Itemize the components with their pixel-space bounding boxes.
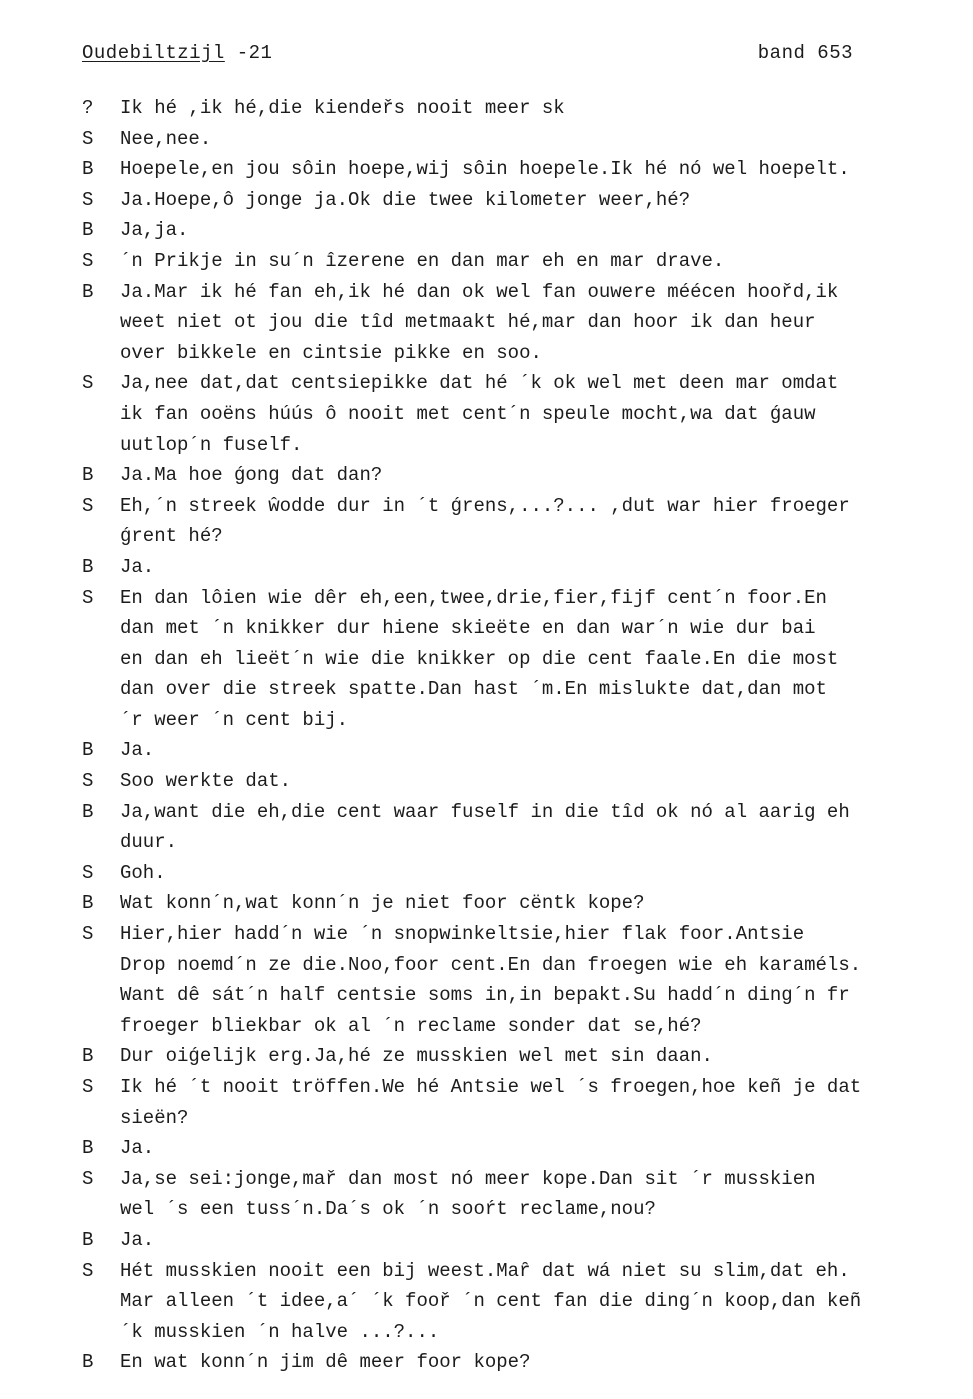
transcript-line bbox=[82, 124, 942, 155]
utterance-text: Ja.Hoepe,ô jonge ja.Ok die twee kilometer weer,hé? bbox=[120, 188, 691, 211]
utterance-text: Want dê sát´n half centsie soms in,in bepakt.Su hadd´n ding´n fr bbox=[120, 984, 850, 1007]
speaker-label: S bbox=[82, 188, 94, 211]
speaker-label: B bbox=[82, 464, 94, 487]
transcript-line bbox=[82, 307, 942, 338]
transcript-line bbox=[82, 827, 942, 858]
utterance-text: Ja,se sei:jonge,mař dan most nó meer kope.Dan sit ´r musskien bbox=[120, 1167, 816, 1190]
utterance-text: Goh. bbox=[120, 861, 166, 884]
utterance-text: Ik hé ,ik hé,die kiendeřs nooit meer sk bbox=[120, 97, 565, 119]
utterance-text: Soo werkte dat. bbox=[120, 770, 292, 793]
transcript-line bbox=[82, 185, 942, 216]
transcript-line bbox=[82, 1011, 942, 1042]
transcript-line bbox=[82, 1347, 942, 1378]
utterance-text: duur. bbox=[120, 831, 178, 854]
transcript-line bbox=[82, 1041, 942, 1072]
utterance-text: ´r weer ´n cent bij. bbox=[120, 708, 349, 731]
transcript-line bbox=[82, 1317, 942, 1348]
utterance-text: dan met ´n knikker dur hiene skieëte en dan war´n wie dur bai bbox=[120, 617, 816, 640]
utterance-text: Ja,want die eh,die cent waar fuself in die tîd ok nó al aarig eh bbox=[120, 800, 850, 823]
transcript-line bbox=[82, 705, 942, 736]
utterance-text: weet niet ot jou die tîd metmaakt hé,mar dan hoor ik dan heur bbox=[120, 311, 816, 334]
transcript-line bbox=[82, 1225, 942, 1256]
speaker-label: S bbox=[82, 770, 94, 793]
speaker-label: B bbox=[82, 892, 94, 915]
utterance-text: Hier,hier hadd´n wie ´n snopwinkeltsie,hier flak foor.Antsie bbox=[120, 923, 805, 946]
utterance-text: Ja,ja. bbox=[120, 219, 189, 242]
transcript-line bbox=[82, 858, 942, 889]
transcript-line bbox=[82, 491, 942, 522]
transcript-line bbox=[82, 674, 942, 705]
speaker-label: S bbox=[82, 1076, 94, 1098]
utterance-text: Ik hé ´t nooit tröffen.We hé Antsie wel ´s froegen,hoe keñ je dat bbox=[120, 1076, 862, 1098]
transcript-line bbox=[82, 521, 942, 552]
transcript-line bbox=[82, 1072, 942, 1103]
utterance-text: dan over die streek spatte.Dan hast ´m.En mislukte dat,dan mot bbox=[120, 678, 827, 701]
transcript-line bbox=[82, 1286, 942, 1317]
utterance-text: Hét musskien nooit een bij weest.Maȓ dat wá niet su slim,dat eh. bbox=[120, 1259, 850, 1282]
transcript-line bbox=[82, 277, 942, 308]
utterance-text: Ja.Mar ik hé fan eh,ik hé dan ok wel fan ouwere mééсen hoořd,ik bbox=[120, 280, 839, 303]
transcript-line bbox=[82, 1164, 942, 1195]
speaker-label: B bbox=[82, 800, 94, 823]
speaker-label: S bbox=[82, 372, 94, 395]
transcript-line bbox=[82, 1194, 942, 1225]
speaker-label: S bbox=[82, 1259, 94, 1282]
speaker-label: S bbox=[82, 923, 94, 946]
utterance-text: ´k musskien ´n halve ...?... bbox=[120, 1320, 440, 1343]
transcript-line bbox=[82, 950, 942, 981]
transcript-line bbox=[82, 460, 942, 491]
utterance-text: Ja.Ma hoe ǵong dat dan? bbox=[120, 464, 383, 487]
utterance-text: Dur oiǵelijk erg.Ja,hé ze musskien wel met sin daan. bbox=[120, 1045, 713, 1068]
header-place-name: Oudebiltzijl bbox=[82, 42, 225, 64]
speaker-label: B bbox=[82, 1228, 94, 1251]
transcript-line bbox=[82, 1133, 942, 1164]
utterance-text: ´n Prikje in su´n îzerene en dan mar eh en mar drave. bbox=[120, 249, 725, 272]
speaker-label: B bbox=[82, 1045, 94, 1068]
utterance-text: ǵrent hé? bbox=[120, 525, 223, 548]
header-page-number: -21 bbox=[224, 42, 273, 64]
transcript-line bbox=[82, 552, 942, 583]
transcript-line bbox=[82, 93, 942, 124]
utterance-text: Mar alleen ´t idee,a´ ´k fooř ´n cent fan die ding´n koop,dan keñ bbox=[120, 1290, 862, 1313]
utterance-text: Drop noemd´n ze die.Noo,foor cent.En dan froegen wie eh karaméls. bbox=[120, 953, 862, 976]
transcript-line bbox=[82, 154, 942, 185]
speaker-label: B bbox=[82, 739, 94, 762]
transcript-line bbox=[82, 399, 942, 430]
transcript-line bbox=[82, 980, 942, 1011]
speaker-label: B bbox=[82, 1137, 94, 1160]
transcript-line bbox=[82, 919, 942, 950]
speaker-label: S bbox=[82, 586, 94, 609]
utterance-text: Ja. bbox=[120, 1137, 155, 1160]
utterance-text: Ja. bbox=[120, 739, 155, 762]
transcript-line bbox=[82, 338, 942, 369]
utterance-text: ik fan ooëns húús ô nooit met cent´n speule mocht,wa dat ǵauw bbox=[120, 402, 816, 425]
transcript-line bbox=[82, 430, 942, 461]
utterance-text: over bikkele en cintsie pikke en soo. bbox=[120, 341, 542, 364]
speaker-label: S bbox=[82, 861, 94, 884]
transcript-line bbox=[82, 1256, 942, 1287]
speaker-label: S bbox=[82, 494, 94, 517]
speaker-label: S bbox=[82, 127, 94, 150]
utterance-text: Ja. bbox=[120, 1228, 155, 1251]
transcript-line bbox=[82, 644, 942, 675]
transcript-line bbox=[82, 766, 942, 797]
transcript-line bbox=[82, 735, 942, 766]
transcript-body bbox=[82, 93, 942, 1378]
speaker-label: B bbox=[82, 280, 94, 303]
speaker-label: S bbox=[82, 249, 94, 272]
transcript-line bbox=[82, 246, 942, 277]
utterance-text: Nee,nee. bbox=[120, 127, 212, 150]
speaker-label: B bbox=[82, 158, 94, 181]
speaker-label: B bbox=[82, 1351, 94, 1374]
utterance-text: Wat konn´n,wat konn´n je niet foor cëntk kope? bbox=[120, 892, 645, 915]
header-title bbox=[82, 42, 272, 64]
utterance-text: wel ´s een tuss´n.Da´s ok ´n sooŕt reclame,nou? bbox=[120, 1198, 656, 1221]
header-band-number: band 653 bbox=[757, 42, 853, 64]
utterance-text: En wat konn´n jim dê meer foor kope? bbox=[120, 1351, 531, 1374]
utterance-text: en dan eh lieët´n wie die knikker op die cent faale.En die most bbox=[120, 647, 839, 670]
speaker-label: ? bbox=[82, 97, 94, 119]
utterance-text: Eh,´n streek ŵodde dur in ´t ǵrens,...?... ,dut war hier froeger bbox=[120, 494, 850, 517]
transcript-line bbox=[82, 1103, 942, 1134]
utterance-text: Ja. bbox=[120, 555, 155, 578]
utterance-text: uutlop´n fuself. bbox=[120, 433, 303, 456]
utterance-text: Ja,nee dat,dat centsiepikke dat hé ´k ok wel met deen mar omdat bbox=[120, 372, 839, 395]
utterance-text: froeger bliekbar ok al ´n reclame sonder dat se,hé? bbox=[120, 1014, 702, 1037]
transcript-line bbox=[82, 215, 942, 246]
transcript-line bbox=[82, 888, 942, 919]
speaker-label: S bbox=[82, 1167, 94, 1190]
transcript-line bbox=[82, 797, 942, 828]
transcript-line bbox=[82, 368, 942, 399]
utterance-text: En dan lôien wie dêr eh,een,twee,drie,fier,fijf cent´n foor.En bbox=[120, 586, 827, 609]
speaker-label: B bbox=[82, 219, 94, 242]
utterance-text: sieën? bbox=[120, 1106, 189, 1129]
transcript-line bbox=[82, 613, 942, 644]
utterance-text: Hoepele,en jou sôin hoepe,wij sôin hoepele.Ik hé nó wel hoepelt. bbox=[120, 158, 850, 181]
speaker-label: B bbox=[82, 555, 94, 578]
page-header bbox=[82, 42, 853, 72]
transcript-line bbox=[82, 583, 942, 614]
